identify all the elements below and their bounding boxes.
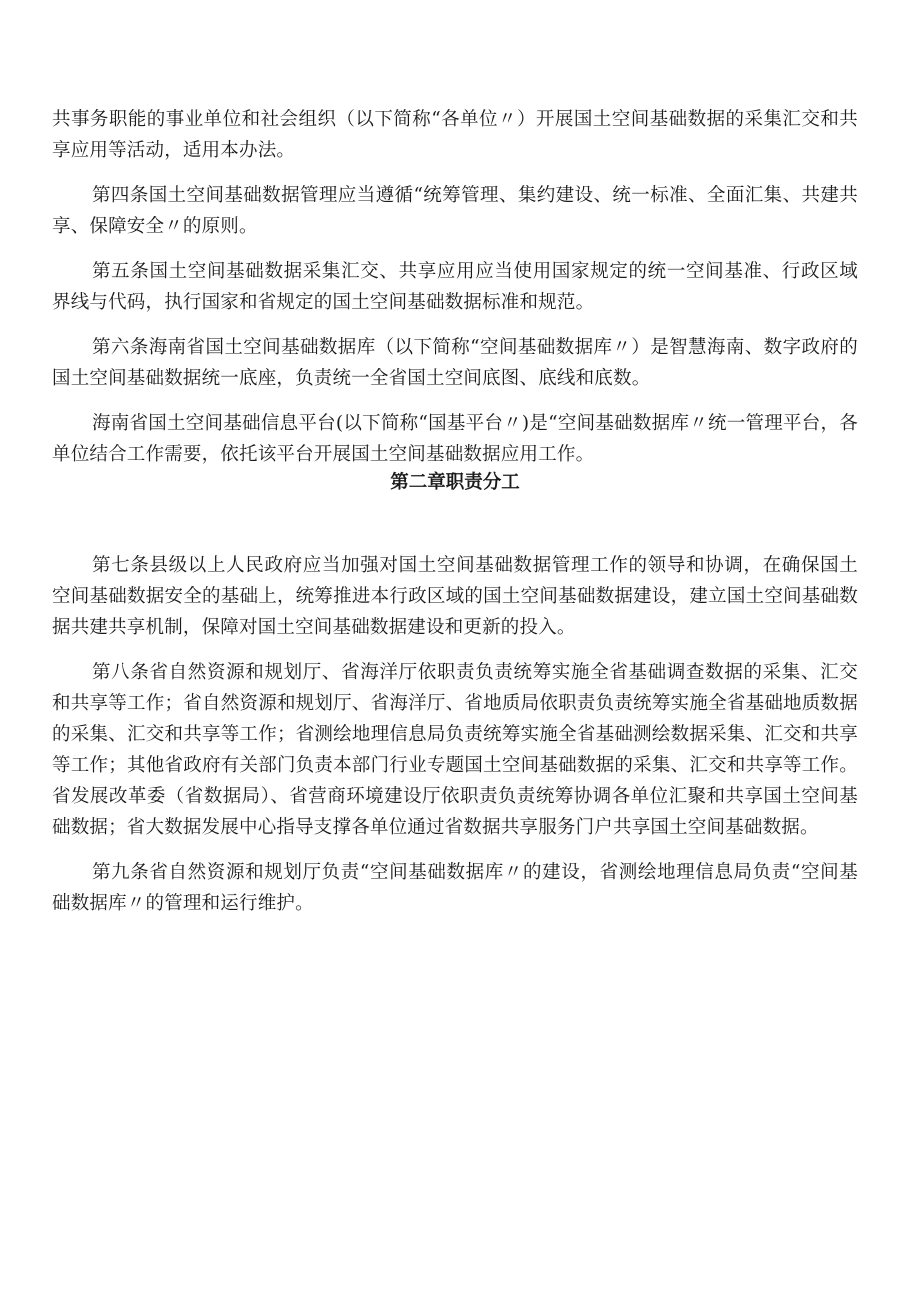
article-4: 第四条国土空间基础数据管理应当遵循“统筹管理、集约建设、统一标准、全面汇集、共建共享、保障安全〃的原则。: [52, 185, 858, 237]
article-7: 第七条县级以上人民政府应当加强对国土空间基础数据管理工作的领导和协调，在确保国土空间基础数据安全的基础上，统筹推进本行政区域的国土空间基础数据建设，建立国土空间基础数据共建共享机制，保障对国土空间基础数据建设和更新的投入。: [52, 555, 858, 638]
chapter-heading: 第二章职责分工: [390, 472, 520, 493]
article-6: 第六条海南省国土空间基础数据库（以下简称“空间基础数据库〃）是智慧海南、数字政府的国土空间基础数据统一底座，负责统一全省国土空间底图、底线和底数。: [52, 337, 858, 389]
article-8: 第八条省自然资源和规划厅、省海洋厅依职责负责统筹实施全省基础调查数据的采集、汇交和共享等工作；省自然资源和规划厅、省海洋厅、省地质局依职责负责统筹实施全省基础地质数据的采集、汇交和共享等工作；省测绘地理信息局负责统筹实施全省基础测绘数据采集、汇交和共享等工作；其他省政府有关部门负责本部门行业专题国土空间基础数据的采集、汇交和共享等工作。省发展改革委（省数据局）、省营商环境建设厅依职责负责统筹协调各单位汇聚和共享国土空间基础数据；省大数据发展中心指导支撑各单位通过省数据共享服务门户共享国土空间基础数据。: [52, 662, 858, 838]
article-6-platform: 海南省国土空间基础信息平台(以下简称“国基平台〃)是“空间基础数据库〃统一管理平台，各单位结合工作需要，依托该平台开展国土空间基础数据应用工作。: [52, 413, 858, 465]
article-5: 第五条国土空间基础数据采集汇交、共享应用应当使用国家规定的统一空间基准、行政区域界线与代码，执行国家和省规定的国土空间基础数据标准和规范。: [52, 261, 858, 313]
document-page: [52, 104, 858, 919]
article-9: 第九条省自然资源和规划厅负责“空间基础数据库〃的建设，省测绘地理信息局负责“空间基础数据库〃的管理和运行维护。: [52, 862, 858, 914]
paragraph-continuation: 共事务职能的事业单位和社会组织（以下简称“各单位〃）开展国土空间基础数据的采集汇交和共享应用等活动，适用本办法。: [52, 109, 858, 161]
